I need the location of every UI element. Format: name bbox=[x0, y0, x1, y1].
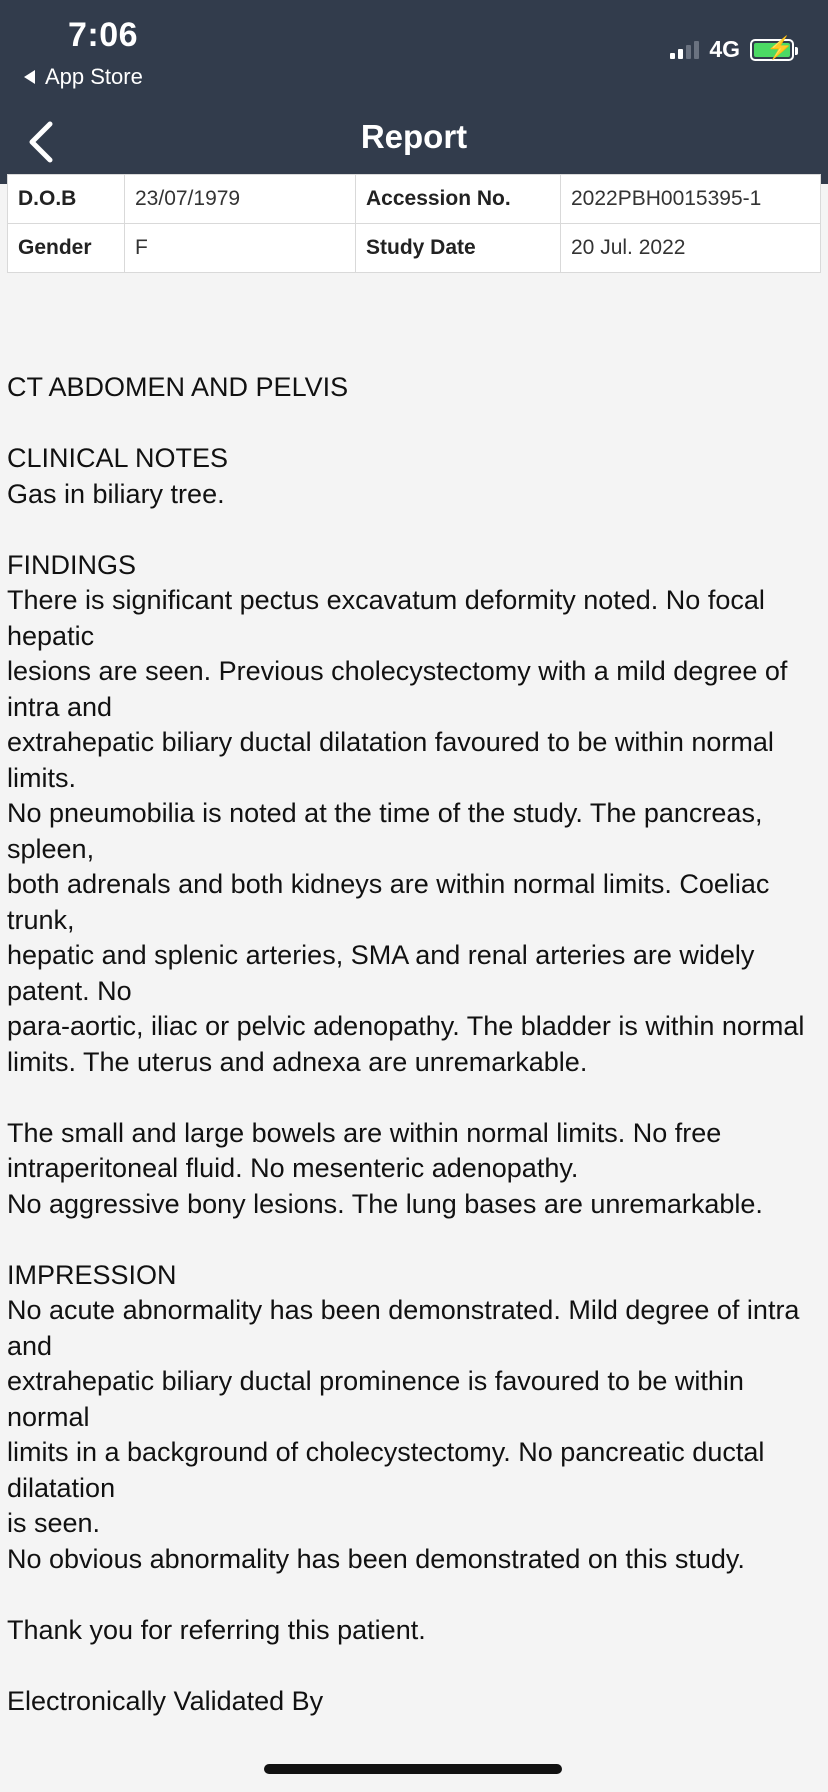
gender-label: Gender bbox=[8, 224, 125, 273]
study-date-value: 20 Jul. 2022 bbox=[561, 224, 821, 273]
report-line: Electronically Validated By bbox=[7, 1685, 324, 1716]
patient-info-table bbox=[7, 174, 821, 273]
report-line: No acute abnormality has been demonstrated. Mild degree of intra and bbox=[7, 1295, 800, 1361]
report-line: CLINICAL NOTES bbox=[7, 443, 229, 473]
report-line: para-aortic, iliac or pelvic adenopathy. The bladder is within normal bbox=[7, 1011, 805, 1041]
back-app-label: App Store bbox=[45, 64, 143, 89]
accession-label: Accession No. bbox=[356, 175, 561, 224]
report-line: both adrenals and both kidneys are within normal limits. Coeliac trunk, bbox=[7, 869, 770, 935]
battery-charging-icon: ⚡ bbox=[750, 39, 794, 61]
report-line: CT ABDOMEN AND PELVIS bbox=[7, 372, 349, 402]
status-indicators bbox=[670, 36, 794, 63]
report-line: FINDINGS bbox=[7, 549, 137, 580]
dob-label: D.O.B bbox=[8, 175, 125, 224]
report-line: No aggressive bony lesions. The lung bases are unremarkable. bbox=[7, 1188, 763, 1219]
gender-value: F bbox=[125, 224, 356, 273]
report-spacer bbox=[7, 406, 821, 442]
dob-value: 23/07/1979 bbox=[125, 175, 356, 224]
report-line: Gas in biliary tree. bbox=[7, 478, 225, 509]
report-line: The small and large bowels are within normal limits. No free intraperitoneal fluid. No mesenteric adenopathy. bbox=[7, 1117, 722, 1183]
report-line: is seen. bbox=[7, 1508, 101, 1538]
back-triangle-icon bbox=[24, 70, 35, 84]
table-row bbox=[8, 175, 821, 224]
report-line: No obvious abnormality has been demonstrated on this study. bbox=[7, 1543, 745, 1574]
cellular-signal-icon bbox=[670, 41, 699, 59]
accession-value: 2022PBH0015395-1 bbox=[561, 175, 821, 224]
back-to-app-store-link[interactable] bbox=[24, 64, 143, 90]
report-line: IMPRESSION bbox=[7, 1259, 177, 1290]
report-spacer bbox=[7, 1222, 821, 1258]
report-line: extrahepatic biliary ductal dilatation favoured to be within normal limits. bbox=[7, 727, 774, 793]
report-line: No pneumobilia is noted at the time of the study. The pancreas, spleen, bbox=[7, 798, 763, 864]
network-type: 4G bbox=[709, 36, 740, 62]
report-spacer bbox=[7, 1577, 821, 1613]
report-spacer bbox=[7, 1648, 821, 1684]
report-spacer bbox=[7, 512, 821, 548]
report-line: hepatic and splenic arteries, SMA and renal arteries are widely patent. No bbox=[7, 940, 755, 1006]
page-title: Report bbox=[360, 118, 468, 155]
report-body bbox=[7, 370, 821, 1719]
report-line: There is significant pectus excavatum deformity noted. No focal hepatic bbox=[7, 585, 765, 651]
report-line: limits in a background of cholecystectomy. No pancreatic ductal dilatation bbox=[7, 1437, 765, 1503]
app-header bbox=[0, 0, 828, 184]
report-spacer bbox=[7, 1080, 821, 1116]
table-row bbox=[8, 224, 821, 273]
home-indicator[interactable] bbox=[264, 1764, 562, 1774]
report-line: Thank you for referring this patient. bbox=[7, 1614, 426, 1645]
status-time: 7:06 bbox=[68, 16, 139, 54]
report-line: lesions are seen. Previous cholecystectomy with a mild degree of intra and bbox=[7, 656, 788, 722]
report-line: extrahepatic biliary ductal prominence is favoured to be within normal bbox=[7, 1366, 744, 1432]
report-line: limits. The uterus and adnexa are unremarkable. bbox=[7, 1046, 588, 1077]
study-date-label: Study Date bbox=[356, 224, 561, 273]
